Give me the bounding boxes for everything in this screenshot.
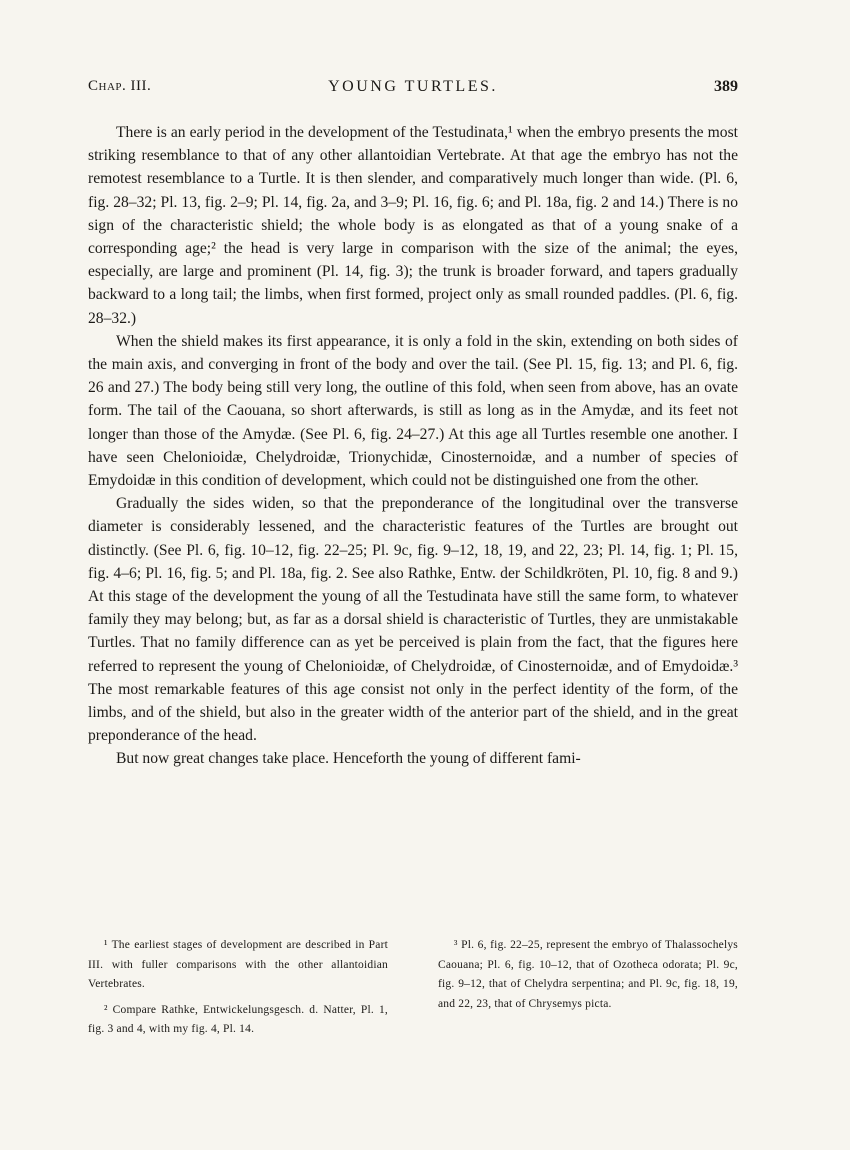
main-text: [88, 121, 738, 771]
paragraph: When the shield makes its first appearance, it is only a fold in the skin, extending on both sides of the main axis, and converging in front of the body and over the tail. (See Pl. 15, fig. 13; and Pl. 6, fig. 26 and 27.) The body being still very long, the outline of this fold, when seen from above, has an ovate form. The tail of the Caouana, so short afterwards, is still as long as in the Amydæ, and its feet not longer than those of the Amydæ. (See Pl. 6, fig. 24–27.) At this age all Turtles resemble one another. I have seen Chelonioidæ, Chelydroidæ, Trionychidæ, Cinosternoidæ, and a number of species of Emydoidæ in this condition of development, which could not be distinguished one from the other.: [88, 332, 738, 490]
footnote: ¹ The earliest stages of development are described in Part III. with fuller comparisons with the other allantoidian Vertebrates.: [88, 939, 388, 990]
footnotes: [88, 936, 738, 1046]
footnote: ³ Pl. 6, fig. 22–25, represent the embryo of Thalassochelys Caouana; Pl. 6, fig. 10–12, that of Ozotheca odorata; Pl. 9c, fig. 9–12, that of Chelydra serpentina; and Pl. 9c, fig. 18, 19, and 22, 23, that of Chrysemys picta.: [438, 939, 738, 1010]
footnote-column-right: [438, 936, 738, 1046]
page-number: 389: [714, 78, 738, 95]
paragraph: But now great changes take place. Henceforth the young of different fami-: [116, 750, 581, 768]
chapter-label: Chap. III.: [88, 78, 152, 94]
footnote: ² Compare Rathke, Entwickelungsgesch. d. Natter, Pl. 1, fig. 3 and 4, with my fig. 4, Pl. 14.: [88, 1003, 388, 1035]
paragraph: There is an early period in the development of the Testudinata,¹ when the embryo presents the most striking resemblance to that of any other allantoidian Vertebrate. At that age the embryo has not the remotest resemblance to a Turtle. It is then slender, and comparatively much longer than wide. (Pl. 6, fig. 28–32; Pl. 13, fig. 2–9; Pl. 14, fig. 2a, and 3–9; Pl. 16, fig. 6; and Pl. 18a, fig. 2 and 14.) There is no sign of the characteristic shield; the whole body is as elongated as that of a young snake of a corresponding age;² the head is very large in comparison with the size of the animal; the eyes, especially, are large and prominent (Pl. 14, fig. 3); the trunk is broader forward, and tapers gradually backward to a long tail; the limbs, when first formed, project only as small rounded paddles. (Pl. 6, fig. 28–32.): [88, 124, 738, 327]
running-header: [88, 78, 738, 102]
footnote-column-left: [88, 936, 388, 1046]
paragraph: Gradually the sides widen, so that the preponderance of the longitudinal over the transverse diameter is considerably lessened, and the characteristic features of the Turtles are brought out distinctly. (See Pl. 6, fig. 10–12, fig. 22–25; Pl. 9c, fig. 9–12, 18, 19, and 22, 23; Pl. 14, fig. 1; Pl. 15, fig. 4–6; Pl. 16, fig. 5; and Pl. 18a, fig. 2. See also Rathke, Entw. der Schildkröten, Pl. 10, fig. 8 and 9.) At this stage of the development the young of all the Testudinata have still the same form, to whatever family they may belong; but, as far as a dorsal shield is characteristic of Turtles, they are unmistakable Turtles. That no family difference can as yet be perceived is plain from the fact, that the figures here referred to represent the young of Chelonioidæ, of Chelydroidæ, of Cinosternoidæ, and of Emydoidæ.³ The most remarkable features of this age consist not only in the perfect identity of the form, of the limbs, and of the shield, but also in the greater width of the anterior part of the shield, and in the great preponderance of the head.: [88, 495, 738, 745]
running-title: YOUNG TURTLES.: [328, 78, 498, 95]
